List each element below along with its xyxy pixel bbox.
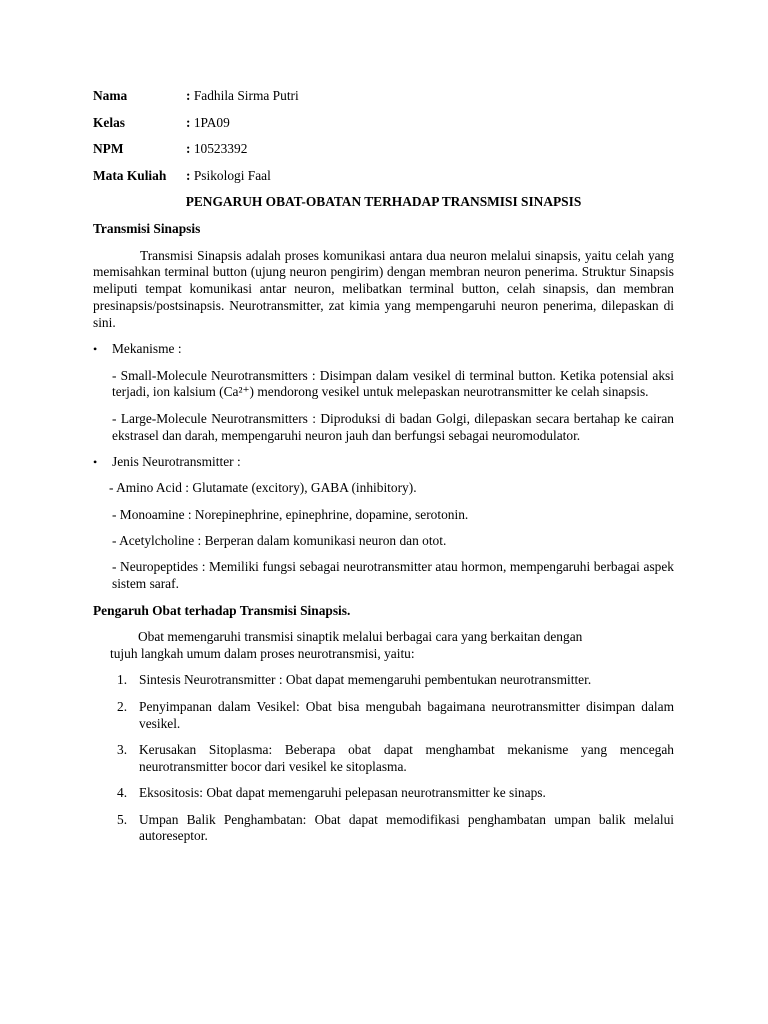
bullet-jenis xyxy=(93,454,674,471)
list-item: - Monoamine : Norepinephrine, epinephrine, dopamine, serotonin. xyxy=(112,506,469,522)
step-number: 4. xyxy=(117,785,128,801)
step-text: Umpan Balik Penghambatan: Obat dapat memodifikasi penghambatan umpan balik melalui autoreseptor. xyxy=(139,811,674,844)
info-colon: : xyxy=(186,167,191,183)
step-text: Eksositosis: Obat dapat memengaruhi pelepasan neurotransmitter ke sinaps. xyxy=(139,785,546,801)
intro-line: Obat memengaruhi transmisi sinaptik melalui berbagai cara yang berkaitan dengan xyxy=(138,629,583,645)
step-text: Penyimpanan dalam Vesikel: Obat bisa mengubah bagaimana neurotransmitter disimpan dalam vesikel. xyxy=(139,698,674,731)
info-row-nama xyxy=(93,88,674,105)
section-heading-transmisi: Transmisi Sinapsis xyxy=(93,220,201,236)
step-number: 1. xyxy=(117,672,128,688)
bullet-mekanisme xyxy=(93,341,674,358)
info-row-mata-kuliah xyxy=(93,168,674,185)
intro-line: tujuh langkah umum dalam proses neurotransmisi, yaitu: xyxy=(110,646,415,662)
section-heading-pengaruh: Pengaruh Obat terhadap Transmisi Sinapsis. xyxy=(93,602,351,618)
info-label: Nama xyxy=(93,88,128,103)
list-item xyxy=(93,742,674,776)
list-item: - Acetylcholine : Berperan dalam komunikasi neuron dan otot. xyxy=(112,533,447,549)
info-colon: : xyxy=(186,88,191,103)
list-item xyxy=(93,785,674,802)
info-value: 1PA09 xyxy=(193,114,230,130)
document-title: PENGARUH OBAT-OBATAN TERHADAP TRANSMISI SINAPSIS xyxy=(185,194,582,210)
document-content xyxy=(93,88,674,855)
list-item xyxy=(93,812,674,846)
bullet-icon: • xyxy=(93,342,98,357)
paragraph-transmisi: Transmisi Sinapsis adalah proses komunikasi antara dua neuron melalui sinapsis, yaitu celah yang memisahkan terminal button (ujung neuron pengirim) dengan membran neuron penerima. Struktur Sinapsis meliputi tempat komunikasi antar neuron, melibatkan terminal button, celah sinapsis, dan membran presinapsis/postsinapsis. Neurotransmitter, zat kimia yang mempengaruhi neuron penerima, dilepaskan di sini. xyxy=(93,247,674,330)
bullet-label: Mekanisme : xyxy=(112,341,182,357)
info-label: Mata Kuliah xyxy=(93,167,167,183)
paragraph-pengaruh xyxy=(110,629,674,663)
list-item xyxy=(93,672,674,689)
list-item: - Amino Acid : Glutamate (excitory), GABA (inhibitory). xyxy=(109,480,417,496)
step-number: 3. xyxy=(117,742,128,758)
info-row-npm xyxy=(93,141,674,158)
step-text: Kerusakan Sitoplasma: Beberapa obat dapat menghambat mekanisme yang mencegah neurotransmitter bocor dari vesikel ke sitoplasma. xyxy=(139,742,674,774)
list-item: - Small-Molecule Neurotransmitters : Disimpan dalam vesikel di terminal button. Ketika potensial aksi terjadi, ion kalsium (Ca²⁺) mendorong vesikel untuk melepaskan neurotransmitter ke celah sinapsis. xyxy=(112,367,674,400)
list-item: - Neuropeptides : Memiliki fungsi sebagai neurotransmitter atau hormon, mempengaruhi berbagai aspek sistem saraf. xyxy=(112,559,674,592)
student-info xyxy=(93,88,674,185)
info-value: Psikologi Faal xyxy=(193,167,271,183)
list-item xyxy=(93,699,674,733)
info-colon: : xyxy=(186,114,191,130)
info-colon: : xyxy=(186,141,191,157)
bullet-icon: • xyxy=(93,454,98,469)
bullet-label: Jenis Neurotransmitter : xyxy=(112,453,241,469)
step-number: 5. xyxy=(117,811,128,827)
steps-list xyxy=(93,672,674,845)
info-row-kelas xyxy=(93,115,674,132)
info-value: Fadhila Sirma Putri xyxy=(193,88,299,103)
info-label: Kelas xyxy=(93,114,125,130)
info-label: NPM xyxy=(93,141,124,157)
list-item: - Large-Molecule Neurotransmitters : Diproduksi di badan Golgi, dilepaskan secara bertahap ke cairan ekstrasel dan darah, mempengaruhi neuron jauh dan berfungsi sebagai neuromodulator. xyxy=(112,410,674,443)
step-text: Sintesis Neurotransmitter : Obat dapat memengaruhi pembentukan neurotransmitter. xyxy=(139,672,592,688)
step-number: 2. xyxy=(117,698,128,714)
info-value: 10523392 xyxy=(193,141,248,157)
